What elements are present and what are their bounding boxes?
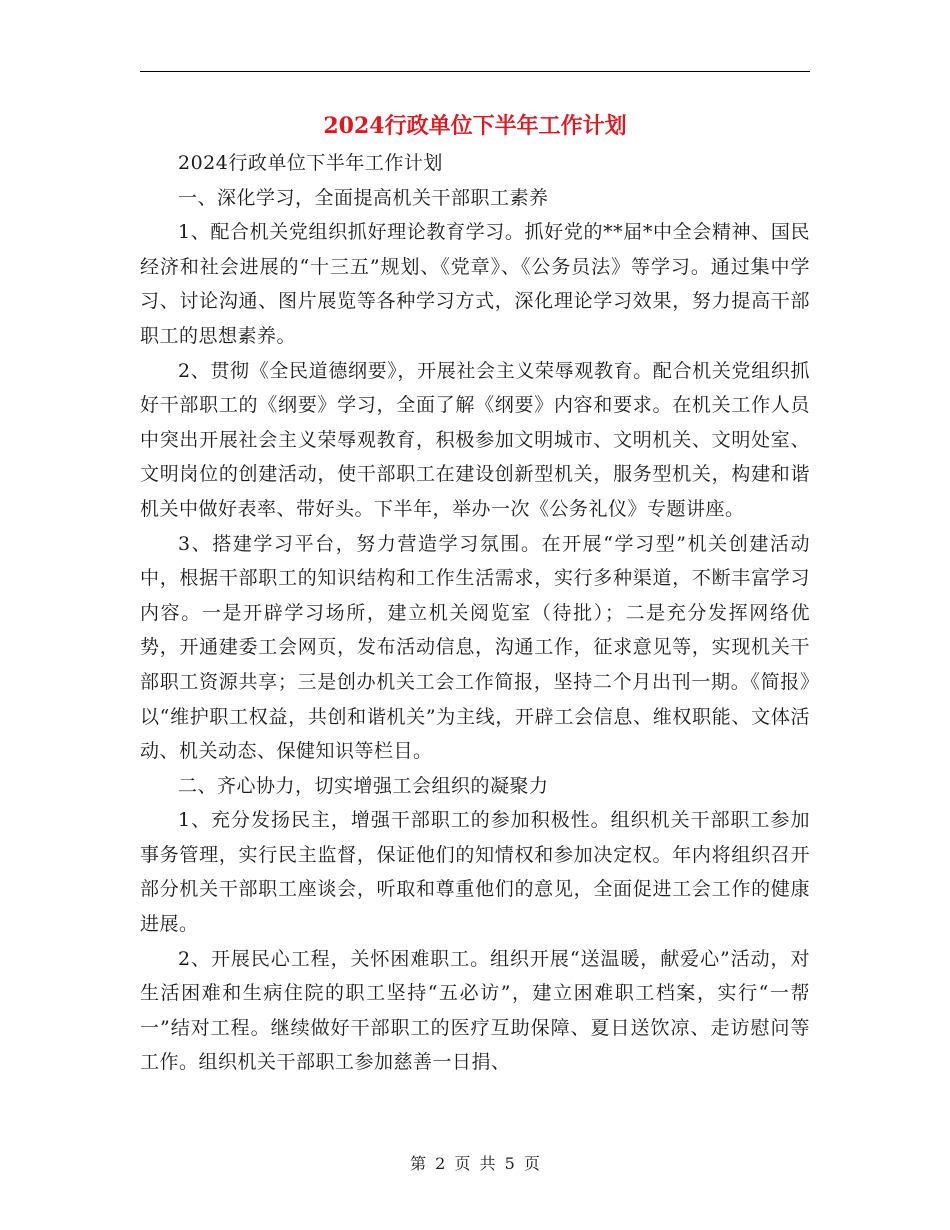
paragraph: 2、贯彻《全民道德纲要》，开展社会主义荣辱观教育。配合机关党组织抓好干部职工的《纲要》学习，全面了解《纲要》内容和要求。在机关工作人员中突出开展社会主义荣辱观教育，积极参加文明城市、文明机关、文明处室、文明岗位的创建活动，使干部职工在建设创新型机关，服务型机关，构建和谐机关中做好表率、带好头。下半年，举办一次《公务礼仪》专题讲座。 xyxy=(140,359,810,520)
paragraph: 2、开展民心工程，关怀困难职工。组织开展“送温暖，献爱心”活动，对生活困难和生病住院的职工坚持“五必访”，建立困难职工档案，实行“一帮一”结对工程。继续做好干部职工的医疗互助保障、夏日送饮凉、走访慰问等工作。组织机关干部职工参加慈善一日捐、 xyxy=(140,947,810,1074)
header-rule xyxy=(140,71,810,72)
paragraph-heading: 2024行政单位下半年工作计划 xyxy=(178,152,443,174)
page-number: 第 2 页 共 5 页 xyxy=(410,1154,540,1173)
paragraph: 1、充分发扬民主，增强干部职工的参加积极性。组织机关干部职工参加事务管理，实行民主监督，保证他们的知情权和参加决定权。年内将组织召开部分机关干部职工座谈会，听取和尊重他们的意见，全面促进工会工作的健康进展。 xyxy=(140,809,810,936)
section-heading-1: 一、深化学习，全面提高机关干部职工素养 xyxy=(178,186,549,209)
paragraph: 1、配合机关党组织抓好理论教育学习。抓好党的**届*中全会精神、国民经济和社会进展的“十三五”规划、《党章》、《公务员法》等学习。通过集中学习、讨论沟通、图片展览等各种学习方式，深化理论学习效果，努力提高干部职工的思想素养。 xyxy=(140,221,810,347)
section-heading-2: 二、齐心协力，切实增强工会组织的凝聚力 xyxy=(178,774,549,797)
document-body xyxy=(140,146,810,1080)
paragraph: 3、搭建学习平台，努力营造学习氛围。在开展“学习型”机关创建活动中，根据干部职工的知识结构和工作生活需求，实行多种渠道，不断丰富学习内容。一是开辟学习场所，建立机关阅览室（待批）；二是充分发挥网络优势，开通建委工会网页，发布活动信息，沟通工作，征求意见等，实现机关干部职工资源共享；三是创办机关工会工作简报，坚持二个月出刊一期。《简报》以“维护职工权益，共创和谐机关”为主线，开辟工会信息、维权职能、文体活动、机关动态、保健知识等栏目。 xyxy=(140,532,810,763)
document-title: 2024行政单位下半年工作计划 xyxy=(323,113,627,139)
